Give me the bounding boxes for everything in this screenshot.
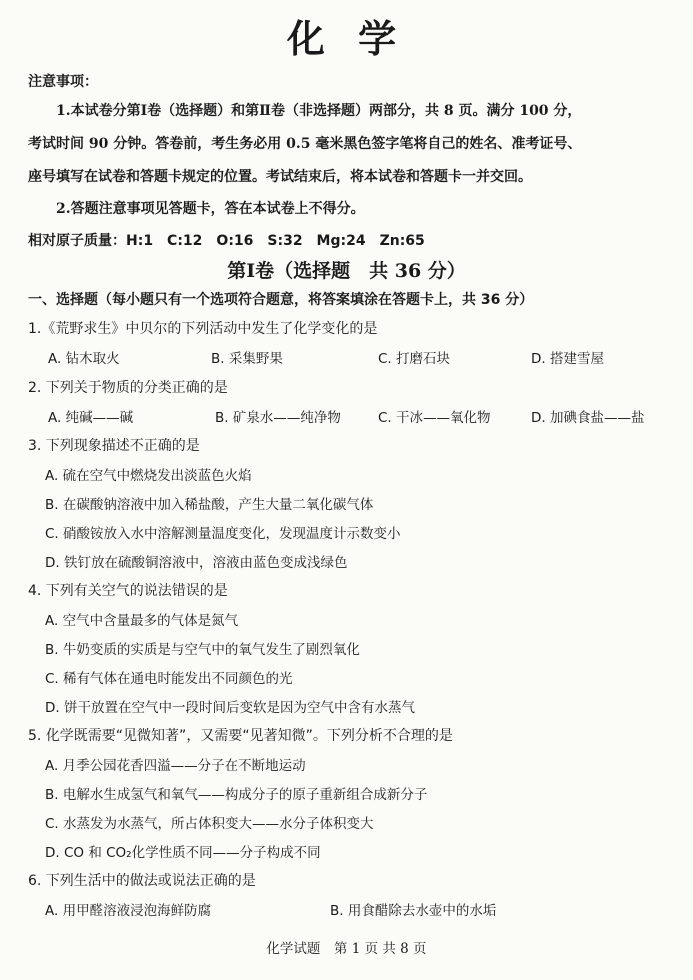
- question-4-stem: 4. 下列有关空气的说法错误的是: [28, 583, 228, 599]
- atomic-mass-line: 相对原子质量：H:1 C:12 O:16 S:32 Mg:24 Zn:65: [28, 233, 425, 249]
- question-6-option-a: A. 用甲醛溶液浸泡海鲜防腐: [45, 903, 212, 919]
- page-footer: 化学试题 第 1 页 共 8 页: [266, 941, 427, 957]
- question-3-option-c: C. 硝酸铵放入水中溶解测量温度变化，发现温度计示数变小: [45, 526, 401, 542]
- question-5-option-b: B. 电解水生成氢气和氧气——构成分子的原子重新组合成新分子: [45, 787, 428, 803]
- question-4-option-c: C. 稀有气体在通电时能发出不同颜色的光: [45, 671, 293, 687]
- question-6-stem: 6. 下列生活中的做法或说法正确的是: [28, 873, 256, 889]
- question-3-option-b: B. 在碳酸钠溶液中加入稀盐酸，产生大量二氧化碳气体: [45, 497, 374, 513]
- question-5-option-a: A. 月季公园花香四溢——分子在不断地运动: [45, 758, 306, 774]
- notice-paragraph-2: 2.答题注意事项见答题卡，答在本试卷上不得分。: [56, 201, 365, 217]
- question-3-option-d: D. 铁钉放在硫酸铜溶液中，溶液由蓝色变成浅绿色: [45, 555, 348, 571]
- question-6-option-b: B. 用食醋除去水壶中的水垢: [330, 903, 497, 919]
- notice-heading: 注意事项：: [28, 74, 98, 90]
- question-1-option-c: C. 打磨石块: [378, 351, 451, 367]
- notice-paragraph-1-line-2: 考试时间 90 分钟。答卷前，考生务必用 0.5 毫米黑色签字笔将自己的姓名、准考证号、: [28, 136, 582, 152]
- question-2-option-a: A. 纯碱——碱: [48, 410, 134, 426]
- question-1-option-d: D. 搭建雪屋: [531, 351, 604, 367]
- question-4-option-b: B. 牛奶变质的实质是与空气中的氧气发生了剧烈氧化: [45, 642, 360, 658]
- question-3-option-a: A. 硫在空气中燃烧发出淡蓝色火焰: [45, 468, 252, 484]
- question-5-stem: 5. 化学既需要“见微知著”，又需要“见著知微”。下列分析不合理的是: [28, 728, 453, 744]
- question-5-option-d: D. CO 和 CO₂化学性质不同——分子构成不同: [45, 845, 321, 861]
- notice-paragraph-1-line-3: 座号填写在试卷和答题卡规定的位置。考试结束后，将本试卷和答题卡一并交回。: [28, 169, 532, 185]
- question-2-option-c: C. 干冰——氧化物: [378, 410, 491, 426]
- question-4-option-a: A. 空气中含量最多的气体是氮气: [45, 613, 239, 629]
- question-1-option-a: A. 钻木取火: [48, 351, 120, 367]
- question-1-option-b: B. 采集野果: [211, 351, 283, 367]
- question-1-stem: 1.《荒野求生》中贝尔的下列活动中发生了化学变化的是: [28, 321, 378, 337]
- question-2-option-d: D. 加碘食盐——盐: [531, 410, 645, 426]
- question-2-stem: 2. 下列关于物质的分类正确的是: [28, 380, 228, 396]
- notice-paragraph-1-line-1: 1.本试卷分第Ⅰ卷（选择题）和第Ⅱ卷（非选择题）两部分，共 8 页。满分 100 分，: [56, 103, 582, 119]
- section-title: 第Ⅰ卷（选择题 共 36 分）: [227, 260, 466, 282]
- question-2-option-b: B. 矿泉水——纯净物: [215, 410, 341, 426]
- page-title: 化 学: [286, 16, 407, 61]
- question-3-stem: 3. 下列现象描述不正确的是: [28, 438, 200, 454]
- question-5-option-c: C. 水蒸发为水蒸气，所占体积变大——水分子体积变大: [45, 816, 374, 832]
- question-4-option-d: D. 饼干放置在空气中一段时间后变软是因为空气中含有水蒸气: [45, 700, 415, 716]
- section-instruction: 一、选择题（每小题只有一个选项符合题意，将答案填涂在答题卡上，共 36 分）: [28, 292, 534, 308]
